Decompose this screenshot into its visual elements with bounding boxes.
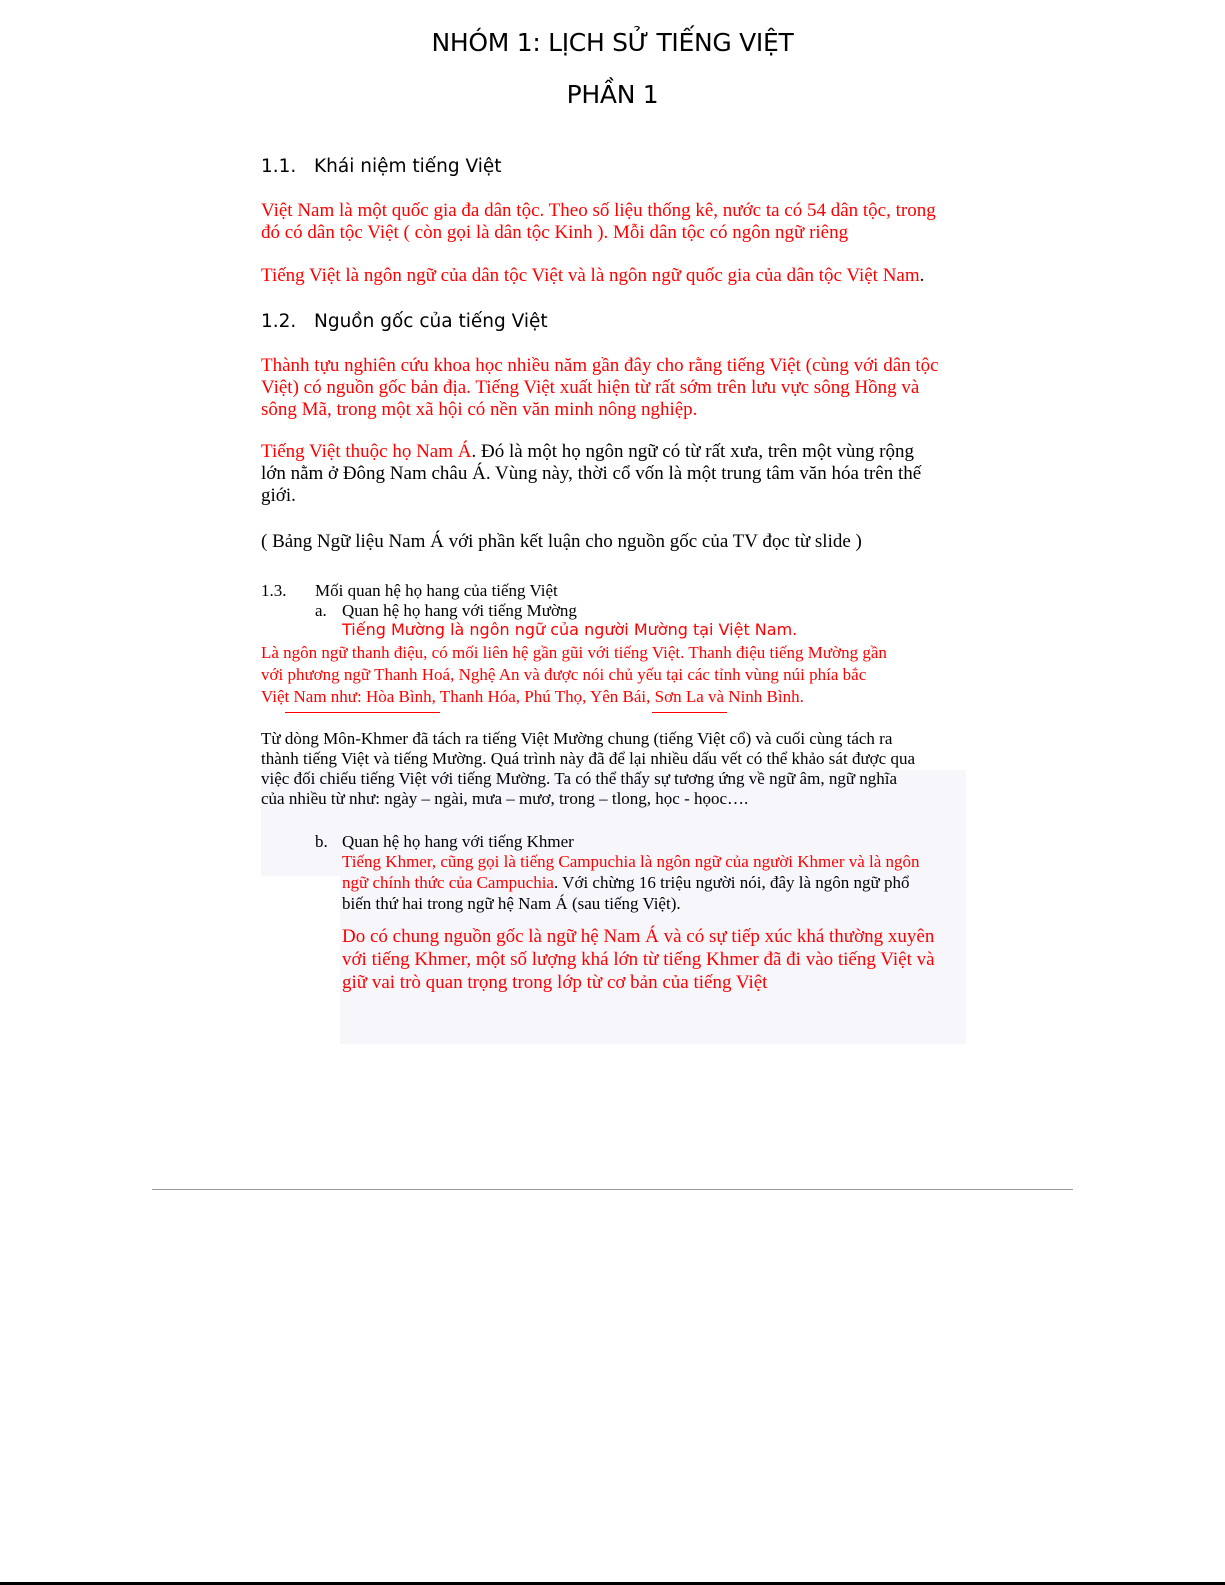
paragraph-line: Là ngôn ngữ thanh điệu, có mối liên hệ gần gũi với tiếng Việt. Thanh điệu tiếng Mường gần bbox=[261, 643, 887, 662]
underline-mark bbox=[285, 712, 440, 713]
section-title: Mối quan hệ họ hang của tiếng Việt bbox=[315, 581, 558, 600]
section-number: 1.1. bbox=[261, 156, 297, 177]
highlight-text: ngữ chính thức của Campuchia bbox=[342, 873, 554, 892]
section-heading-1-1 bbox=[261, 156, 502, 177]
subsection-heading-b bbox=[315, 831, 574, 852]
subsection-heading-a bbox=[315, 600, 577, 621]
subsection-label: a. bbox=[315, 601, 327, 620]
section-title: Nguồn gốc của tiếng Việt bbox=[314, 311, 548, 332]
paragraph-line: Việt) có nguồn gốc bản địa. Tiếng Việt xuất hiện từ rất sớm trên lưu vực sông Hồng và bbox=[261, 377, 920, 398]
subsection-title: Quan hệ họ hang với tiếng Mường bbox=[342, 601, 577, 620]
paragraph-line: việc đối chiếu tiếng Việt với tiếng Mường. Ta có thể thấy sự tương ứng về ngữ âm, ngữ nghĩa bbox=[261, 769, 898, 788]
section-heading-1-3 bbox=[261, 580, 558, 601]
section-title: Khái niệm tiếng Việt bbox=[314, 156, 502, 177]
paragraph-line: với tiếng Khmer, một số lượng khá lớn từ tiếng Khmer đã đi vào tiếng Việt và bbox=[342, 949, 935, 970]
paragraph-line: giữ vai trò quan trọng trong lớp từ cơ bản của tiếng Việt bbox=[342, 972, 768, 993]
paragraph-line bbox=[261, 441, 914, 463]
definition-line: biến thứ hai trong ngữ hệ Nam Á (sau tiếng Việt). bbox=[342, 894, 681, 913]
section-number: 1.3. bbox=[261, 581, 287, 600]
paragraph bbox=[261, 265, 924, 287]
page-subtitle: PHẦN 1 bbox=[566, 80, 659, 109]
paragraph-line: Thành tựu nghiên cứu khoa học nhiều năm gần đây cho rằng tiếng Việt (cùng với dân tộc bbox=[261, 355, 939, 376]
paragraph-line: lớn nằm ở Đông Nam châu Á. Vùng này, thời cổ vốn là một trung tâm văn hóa trên thế bbox=[261, 463, 922, 484]
definition-line: Tiếng Mường là ngôn ngữ của người Mường tại Việt Nam. bbox=[342, 620, 798, 639]
paragraph-line: của nhiều từ như: ngày – ngài, mưa – mươ, trong – tlong, học - họoc…. bbox=[261, 789, 749, 808]
paragraph-period: . bbox=[919, 265, 925, 286]
paragraph-line: Do có chung nguồn gốc là ngữ hệ Nam Á và có sự tiếp xúc khá thường xuyên bbox=[342, 926, 935, 947]
paragraph-text: . Đó là một họ ngôn ngữ có từ rất xưa, trên một vùng rộng bbox=[471, 441, 914, 462]
paragraph-line: sông Mã, trong một xã hội có nền văn minh nông nghiệp. bbox=[261, 399, 698, 420]
paragraph-text: Tiếng Việt là ngôn ngữ của dân tộc Việt và là ngôn ngữ quốc gia của dân tộc Việt Nam bbox=[261, 265, 920, 286]
definition-line: Tiếng Khmer, cũng gọi là tiếng Campuchia là ngôn ngữ của người Khmer và là ngôn bbox=[342, 852, 920, 871]
footnote-separator bbox=[152, 1189, 1073, 1190]
underline-mark bbox=[652, 712, 727, 713]
paragraph-line: giới. bbox=[261, 485, 296, 506]
paragraph-line: Việt Nam như: Hòa Bình, Thanh Hóa, Phú Thọ, Yên Bái, Sơn La và Ninh Bình. bbox=[261, 687, 804, 706]
section-heading-1-2 bbox=[261, 311, 548, 332]
definition-line bbox=[342, 872, 910, 893]
page-title: NHÓM 1: LỊCH SỬ TIẾNG VIỆT bbox=[431, 28, 794, 57]
highlight-text: Tiếng Việt thuộc họ Nam Á bbox=[261, 441, 472, 462]
paragraph-line: với phương ngữ Thanh Hoá, Nghệ An và được nói chủ yếu tại các tỉnh vùng núi phía bắc bbox=[261, 665, 867, 684]
paragraph-line: thành tiếng Việt và tiếng Mường. Quá trình này đã để lại nhiều dấu vết có thể khảo sát được qua bbox=[261, 749, 915, 768]
paragraph-text: . Với chừng 16 triệu người nói, đây là ngôn ngữ phổ bbox=[553, 873, 910, 892]
paragraph-line: Việt Nam là một quốc gia đa dân tộc. Theo số liệu thống kê, nước ta có 54 dân tộc, trong bbox=[261, 200, 936, 221]
paragraph-line: đó có dân tộc Việt ( còn gọi là dân tộc Kinh ). Mỗi dân tộc có ngôn ngữ riêng bbox=[261, 222, 849, 243]
slide-note: ( Bảng Ngữ liệu Nam Á với phần kết luận cho nguồn gốc của TV đọc từ slide ) bbox=[261, 531, 862, 552]
section-number: 1.2. bbox=[261, 311, 297, 332]
paragraph-line: Từ dòng Môn-Khmer đã tách ra tiếng Việt Mường chung (tiếng Việt cổ) và cuối cùng tách ra bbox=[261, 729, 893, 748]
subsection-label: b. bbox=[315, 832, 328, 851]
subsection-title: Quan hệ họ hang với tiếng Khmer bbox=[342, 832, 574, 851]
